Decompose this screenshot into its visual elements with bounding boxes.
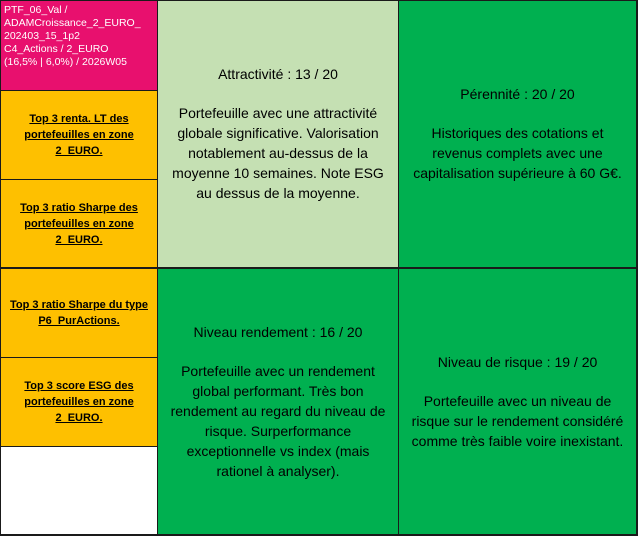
portfolio-id-line: ADAMCroissance_2_EURO_ — [4, 17, 141, 29]
rendement-title: Niveau rendement : 16 / 20 — [193, 323, 363, 340]
perennite-title: Pérennité : 20 / 20 — [460, 86, 575, 102]
badge-label: Top 3 score ESG des portefeuilles en zone 2_EURO. — [24, 380, 134, 424]
portfolio-id-line: (16,5% | 6,0%) / 2026W05 — [4, 56, 127, 68]
rendement-panel — [158, 269, 399, 535]
portfolio-id-line: 202403_15_1p2 — [4, 30, 80, 42]
attractivite-title: Attractivité : 13 / 20 — [218, 66, 338, 82]
perennite-panel — [399, 1, 637, 269]
risque-description: Portefeuille avec un niveau de risque sur le rendement considéré comme très faible voire inexistant. — [411, 392, 624, 449]
portfolio-id-line: C4_Actions / 2_EURO — [4, 43, 109, 55]
badge-top3-sharpe-zone — [1, 180, 158, 269]
attractivite-description: Portefeuille avec une attractivité globale significative. Valorisation notablement au-dessus de la moyenne 10 semaines. Note ESG au dessus de la moyenne. — [172, 105, 384, 201]
portfolio-id-block — [1, 1, 158, 91]
perennite-description: Historiques des cotations et revenus complets avec une capitalisation supérieure à 60 G€. — [413, 125, 622, 181]
badge-top3-esg — [1, 358, 158, 447]
portfolio-id-line: PTF_06_Val / — [4, 4, 68, 16]
badge-label: Top 3 renta. LT des portefeuilles en zone 2_EURO. — [24, 113, 134, 157]
badge-top3-sharpe-type — [1, 269, 158, 358]
badge-label: Top 3 ratio Sharpe des portefeuilles en zone 2_EURO. — [20, 201, 138, 246]
attractivite-panel — [158, 1, 399, 269]
risque-title: Niveau de risque : 19 / 20 — [437, 353, 598, 370]
empty-cell — [1, 447, 158, 535]
rendement-description: Portefeuille avec un rendement global performant. Très bon rendement au regard du niveau de risque. Surperformance exceptionnelle vs index (mais rationel à analyser). — [170, 362, 386, 479]
badge-top3-renta-lt — [1, 91, 158, 180]
risque-panel — [399, 269, 637, 535]
badge-label: Top 3 ratio Sharpe du type P6_PurActions. — [10, 299, 148, 327]
